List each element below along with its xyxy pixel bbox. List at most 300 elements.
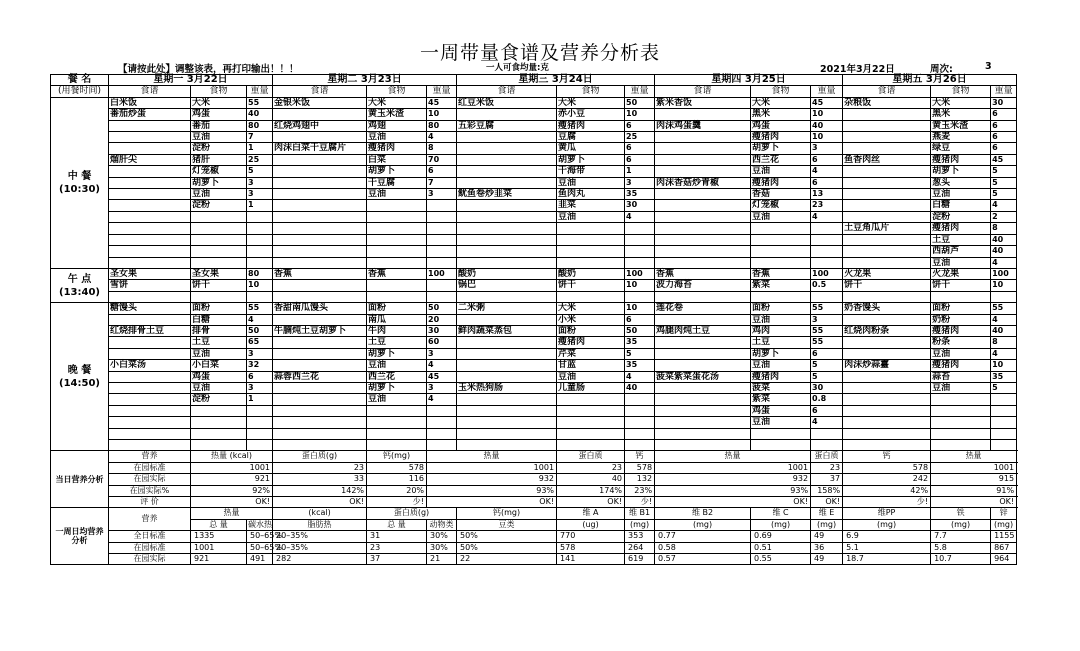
weekly-value: 49	[811, 554, 843, 565]
menu-table	[50, 74, 1017, 565]
dish-name	[843, 291, 931, 302]
dish-name	[273, 223, 367, 234]
dish-name	[843, 337, 931, 348]
dish-name	[457, 428, 557, 439]
dish-name	[843, 371, 931, 382]
food-name: 豆油	[751, 417, 811, 428]
food-name: 豆油	[931, 189, 991, 200]
weekly-value: 619	[625, 554, 655, 565]
dish-name	[273, 337, 367, 348]
dish-name: 雪饼	[109, 280, 191, 291]
food-amount	[625, 257, 655, 268]
dish-name: 香蕉	[655, 268, 751, 279]
food-amount	[247, 246, 273, 257]
food-name: 西兰花	[367, 371, 427, 382]
dish-name	[843, 132, 931, 143]
energy-value: 1001	[191, 462, 273, 473]
energy-header: 热量	[931, 451, 1017, 462]
food-name: 豆油	[367, 394, 427, 405]
food-name	[931, 405, 991, 416]
food-name: 豆油	[751, 211, 811, 222]
food-name: 豆油	[367, 132, 427, 143]
food-name: 干海带	[557, 166, 625, 177]
food-amount	[991, 394, 1017, 405]
dish-name: 二米粥	[457, 303, 557, 314]
dish-name: 鸡腿肉炖土豆	[655, 325, 751, 336]
food-name	[191, 405, 247, 416]
food-name	[751, 223, 811, 234]
food-name: 西葫芦	[931, 246, 991, 257]
dish-name	[457, 234, 557, 245]
food-name: 白菜	[367, 154, 427, 165]
food-name	[557, 394, 625, 405]
food-name	[557, 405, 625, 416]
food-name: 鱼肉丸	[557, 189, 625, 200]
food-amount: 0.5	[811, 280, 843, 291]
energy-header: 热量 (kcal)	[191, 451, 273, 462]
dish-name	[843, 405, 931, 416]
energy-value: 932	[427, 474, 557, 485]
meal-name: 中 餐	[67, 170, 92, 182]
meal-time: (13:40)	[59, 286, 100, 298]
food-amount: 50	[427, 303, 457, 314]
calcium-value: 578	[367, 462, 427, 473]
nutrient-group-header: 钙(mg)	[457, 508, 557, 519]
food-name: 淀粉	[191, 200, 247, 211]
dish-name	[655, 257, 751, 268]
dish-name: 小白菜汤	[109, 360, 191, 371]
food-amount: 80	[247, 268, 273, 279]
food-amount: 4	[427, 360, 457, 371]
protein-value: 142%	[273, 485, 367, 496]
dish-name	[273, 314, 367, 325]
food-name: 面粉	[751, 303, 811, 314]
food-name: 灯笼椒	[191, 166, 247, 177]
dish-name	[457, 257, 557, 268]
dish-name	[843, 143, 931, 154]
dish-name	[843, 394, 931, 405]
food-name: 瘦猪肉	[751, 371, 811, 382]
energy-value: OK!	[931, 496, 1017, 507]
food-name	[751, 291, 811, 302]
dish-name	[655, 394, 751, 405]
protein-header: 蛋白质	[811, 451, 843, 462]
weekly-value: 21	[427, 554, 457, 565]
food-name	[931, 394, 991, 405]
food-name: 土豆	[367, 337, 427, 348]
weekly-value: 0.55	[751, 554, 811, 565]
dish-name	[843, 439, 931, 450]
calcium-value: 42%	[843, 485, 931, 496]
weekly-value: 1335	[191, 531, 247, 542]
food-name	[557, 291, 625, 302]
food-name: 瘦猪肉	[931, 223, 991, 234]
dish-name	[457, 211, 557, 222]
dish-name: 肉沫香菇炒青椒	[655, 177, 751, 188]
food-amount	[247, 291, 273, 302]
food-amount: 5	[811, 371, 843, 382]
dish-name	[457, 223, 557, 234]
food-amount: 80	[427, 120, 457, 131]
food-name: 奶粉	[931, 314, 991, 325]
food-amount: 80	[247, 120, 273, 131]
dish-name	[273, 428, 367, 439]
dish-name	[273, 200, 367, 211]
weekly-value: 23	[367, 542, 427, 553]
energy-value: 1001	[931, 462, 1017, 473]
food-amount: 4	[811, 166, 843, 177]
food-name: 饼干	[557, 280, 625, 291]
food-name	[557, 223, 625, 234]
nutrient-sub-header: 动物类	[427, 519, 457, 530]
dish-name	[655, 166, 751, 177]
dish-name	[273, 177, 367, 188]
dish-name	[109, 143, 191, 154]
weekly-value: 1001	[191, 542, 247, 553]
dish-name	[843, 246, 931, 257]
food-amount: 40	[991, 246, 1017, 257]
food-name: 菠菜	[751, 382, 811, 393]
dish-name	[457, 360, 557, 371]
daily-row-label: 评 价	[109, 496, 191, 507]
weekly-row-label: 在园标准	[109, 542, 191, 553]
food-amount: 8	[991, 337, 1017, 348]
dish-name	[109, 257, 191, 268]
food-name	[367, 211, 427, 222]
dish-name: 白米饭	[109, 97, 191, 108]
weekly-value: 49	[811, 531, 843, 542]
food-name: 面粉	[367, 303, 427, 314]
food-amount: 10	[625, 280, 655, 291]
nutrient-group-header: 维PP	[843, 508, 931, 519]
energy-value: 915	[931, 474, 1017, 485]
food-amount: 45	[811, 97, 843, 108]
dish-column-header: 食谱	[273, 86, 367, 97]
weekly-value: 50%	[457, 531, 557, 542]
dish-name: 香蕉	[273, 268, 367, 279]
food-name	[367, 257, 427, 268]
food-amount: 4	[427, 132, 457, 143]
food-name	[367, 291, 427, 302]
food-amount: 25	[625, 132, 655, 143]
food-amount	[247, 417, 273, 428]
food-name: 瘦猪肉	[751, 132, 811, 143]
food-amount: 65	[247, 337, 273, 348]
weekly-value: 6.9	[843, 531, 931, 542]
food-name: 瘦猪肉	[931, 154, 991, 165]
dish-name	[655, 189, 751, 200]
food-name: 燕麦	[931, 132, 991, 143]
food-amount: 45	[991, 154, 1017, 165]
food-name: 猪肝	[191, 154, 247, 165]
food-name: 圣女果	[191, 268, 247, 279]
food-amount	[625, 223, 655, 234]
dish-name	[655, 154, 751, 165]
energy-value: OK!	[191, 496, 273, 507]
food-amount: 5	[991, 382, 1017, 393]
nutrient-sub-header: (mg)	[843, 519, 931, 530]
food-name	[191, 428, 247, 439]
protein-value: 23	[811, 462, 843, 473]
food-name	[367, 439, 427, 450]
dish-name	[457, 371, 557, 382]
food-name: 豆油	[557, 371, 625, 382]
food-amount	[625, 439, 655, 450]
food-name: 白糖	[931, 200, 991, 211]
food-amount: 5	[247, 166, 273, 177]
food-name: 豆油	[931, 382, 991, 393]
print-adjust-link[interactable]: 【请按此处】调整该表，再打印输出！！！	[118, 64, 299, 75]
food-name: 干豆腐	[367, 177, 427, 188]
food-amount: 4	[247, 314, 273, 325]
food-amount	[811, 246, 843, 257]
daily-analysis-label: 当日营养分析	[51, 451, 109, 508]
food-column-header: 食物	[751, 86, 811, 97]
food-amount: 1	[247, 200, 273, 211]
food-name	[931, 428, 991, 439]
food-name: 胡萝卜	[931, 166, 991, 177]
food-amount: 5	[811, 360, 843, 371]
food-amount: 25	[247, 154, 273, 165]
food-name: 香蕉	[751, 268, 811, 279]
food-name: 豆油	[751, 360, 811, 371]
food-amount	[427, 417, 457, 428]
food-column-header: 食物	[931, 86, 991, 97]
nutrient-sub-header: 碳水热	[248, 519, 272, 529]
nutrient-group-header: 锌	[991, 508, 1017, 519]
dish-name: 波力海苔	[655, 280, 751, 291]
weekly-value: 18.7	[843, 554, 931, 565]
food-amount: 4	[625, 371, 655, 382]
food-amount: 100	[625, 268, 655, 279]
dish-name	[655, 143, 751, 154]
dish-name: 鱼香肉丝	[843, 154, 931, 165]
dish-name	[109, 439, 191, 450]
food-name: 南瓜	[367, 314, 427, 325]
nutrient-header: 营养	[109, 508, 191, 531]
food-amount: 10	[625, 109, 655, 120]
food-name	[931, 291, 991, 302]
dish-name	[843, 120, 931, 131]
food-amount	[247, 257, 273, 268]
food-amount: 10	[991, 280, 1017, 291]
food-name: 大米	[557, 97, 625, 108]
weekly-value: 0.77	[655, 531, 751, 542]
food-amount: 55	[247, 97, 273, 108]
dish-name	[843, 200, 931, 211]
calcium-value: 132	[625, 474, 655, 485]
food-name: 面粉	[931, 303, 991, 314]
food-amount: 10	[625, 303, 655, 314]
day-header: 星期五 3月26日	[843, 75, 1017, 86]
food-amount: 35	[625, 189, 655, 200]
week-number: 3	[985, 61, 992, 72]
food-amount: 30	[625, 200, 655, 211]
protein-value: OK!	[557, 496, 625, 507]
food-amount	[811, 234, 843, 245]
food-name: 绿豆	[931, 143, 991, 154]
food-name: 大米	[367, 97, 427, 108]
dish-name	[273, 109, 367, 120]
amount-column-header: 重量	[427, 86, 457, 97]
food-amount	[991, 417, 1017, 428]
food-name: 鸡蛋	[751, 120, 811, 131]
food-amount	[247, 439, 273, 450]
food-amount: 55	[811, 325, 843, 336]
food-name: 蒜苔	[931, 371, 991, 382]
food-amount: 6	[427, 166, 457, 177]
dish-name	[457, 394, 557, 405]
dish-name	[655, 291, 751, 302]
food-amount: 13	[811, 189, 843, 200]
dish-name	[109, 428, 191, 439]
dish-name	[273, 348, 367, 359]
dish-name	[457, 166, 557, 177]
food-name	[191, 246, 247, 257]
food-amount: 30	[427, 325, 457, 336]
dish-name	[109, 200, 191, 211]
food-amount: 6	[991, 132, 1017, 143]
protein-header: 蛋白质	[557, 451, 625, 462]
food-name: 土豆	[191, 337, 247, 348]
food-column-header: 食物	[367, 86, 427, 97]
food-name	[557, 257, 625, 268]
meal-name: 晚 餐	[67, 364, 92, 376]
food-amount: 1	[247, 394, 273, 405]
dish-name: 牛腩炖土豆胡萝卜	[273, 325, 367, 336]
food-amount: 6	[811, 348, 843, 359]
energy-value: 1001	[427, 462, 557, 473]
food-name	[367, 405, 427, 416]
food-amount	[625, 394, 655, 405]
dish-name	[273, 382, 367, 393]
dish-name	[655, 109, 751, 120]
food-amount	[247, 428, 273, 439]
nutrient-group-header: 蛋白质(g)	[367, 508, 457, 519]
dish-name	[273, 246, 367, 257]
food-amount: 40	[625, 382, 655, 393]
dish-name: 金银米饭	[273, 97, 367, 108]
food-amount	[427, 246, 457, 257]
food-name: 胡萝卜	[751, 143, 811, 154]
food-amount: 4	[811, 211, 843, 222]
nutrient-group-header: 维 B1	[625, 508, 655, 519]
food-amount	[625, 405, 655, 416]
calcium-header: 钙	[625, 451, 655, 462]
food-name: 胡萝卜	[751, 348, 811, 359]
food-name	[191, 223, 247, 234]
energy-value: 1001	[655, 462, 811, 473]
protein-value: 174%	[557, 485, 625, 496]
page-title: 一周带量食谱及营养分析表	[419, 42, 660, 64]
weekly-value: 20–35%	[273, 531, 367, 542]
food-amount: 3	[247, 382, 273, 393]
food-amount: 6	[991, 143, 1017, 154]
dish-name	[655, 211, 751, 222]
food-name	[931, 417, 991, 428]
calcium-value: 少!	[625, 496, 655, 507]
protein-value: 37	[811, 474, 843, 485]
food-name: 黄瓜	[557, 143, 625, 154]
food-name	[367, 280, 427, 291]
weekly-value: 30%	[427, 531, 457, 542]
food-amount: 50	[625, 325, 655, 336]
dish-name	[655, 382, 751, 393]
food-name: 豆油	[557, 177, 625, 188]
food-name: 豆油	[931, 348, 991, 359]
meal-label	[51, 97, 109, 268]
food-amount: 20	[427, 314, 457, 325]
food-name: 淀粉	[931, 211, 991, 222]
food-name: 香蕉	[367, 268, 427, 279]
weekly-value: 36	[811, 542, 843, 553]
food-amount: 50	[247, 325, 273, 336]
food-name: 胡萝卜	[191, 177, 247, 188]
food-amount: 7	[427, 177, 457, 188]
food-amount: 10	[247, 280, 273, 291]
food-name	[557, 439, 625, 450]
food-amount: 3	[247, 177, 273, 188]
food-name	[191, 291, 247, 302]
food-name: 豆腐	[557, 132, 625, 143]
food-amount: 6	[625, 143, 655, 154]
day-header: 星期三 3月24日	[457, 75, 655, 86]
weekly-value: 964	[991, 554, 1017, 565]
dish-name	[655, 360, 751, 371]
food-name: 番茄	[191, 120, 247, 131]
dish-name	[109, 337, 191, 348]
nutrient-sub-header: (mg)	[751, 519, 811, 530]
nutrient-group-header: 维 A	[557, 508, 625, 519]
weekly-value: 770	[557, 531, 625, 542]
food-amount: 40	[247, 109, 273, 120]
nutrient-group-header: (kcal)	[273, 508, 367, 519]
dish-name	[457, 132, 557, 143]
food-amount: 4	[811, 417, 843, 428]
food-amount: 3	[811, 314, 843, 325]
dish-name	[457, 154, 557, 165]
dish-name: 酸奶	[457, 268, 557, 279]
food-name: 葱头	[931, 177, 991, 188]
dish-name	[843, 211, 931, 222]
food-name: 淀粉	[191, 394, 247, 405]
food-name: 豆油	[191, 189, 247, 200]
dish-name: 红烧排骨土豆	[109, 325, 191, 336]
weekly-value: 7.7	[931, 531, 991, 542]
weekly-value: 37	[367, 554, 427, 565]
nutrient-group-header: 铁	[931, 508, 991, 519]
food-amount: 3	[427, 189, 457, 200]
food-amount	[991, 405, 1017, 416]
food-name: 胡萝卜	[367, 166, 427, 177]
food-name: 大米	[751, 97, 811, 108]
food-name: 小白菜	[191, 360, 247, 371]
food-name: 豆油	[557, 211, 625, 222]
dish-name	[655, 439, 751, 450]
dish-name	[457, 200, 557, 211]
calcium-value: 少!	[843, 496, 931, 507]
dish-name	[109, 166, 191, 177]
food-name: 面粉	[191, 303, 247, 314]
food-amount: 3	[811, 143, 843, 154]
food-name: 瘦猪肉	[931, 325, 991, 336]
weekly-value: 5.1	[843, 542, 931, 553]
food-name: 饼干	[191, 280, 247, 291]
protein-value: 40	[557, 474, 625, 485]
food-name: 豆油	[751, 314, 811, 325]
food-amount: 60	[427, 337, 457, 348]
dish-name	[843, 109, 931, 120]
